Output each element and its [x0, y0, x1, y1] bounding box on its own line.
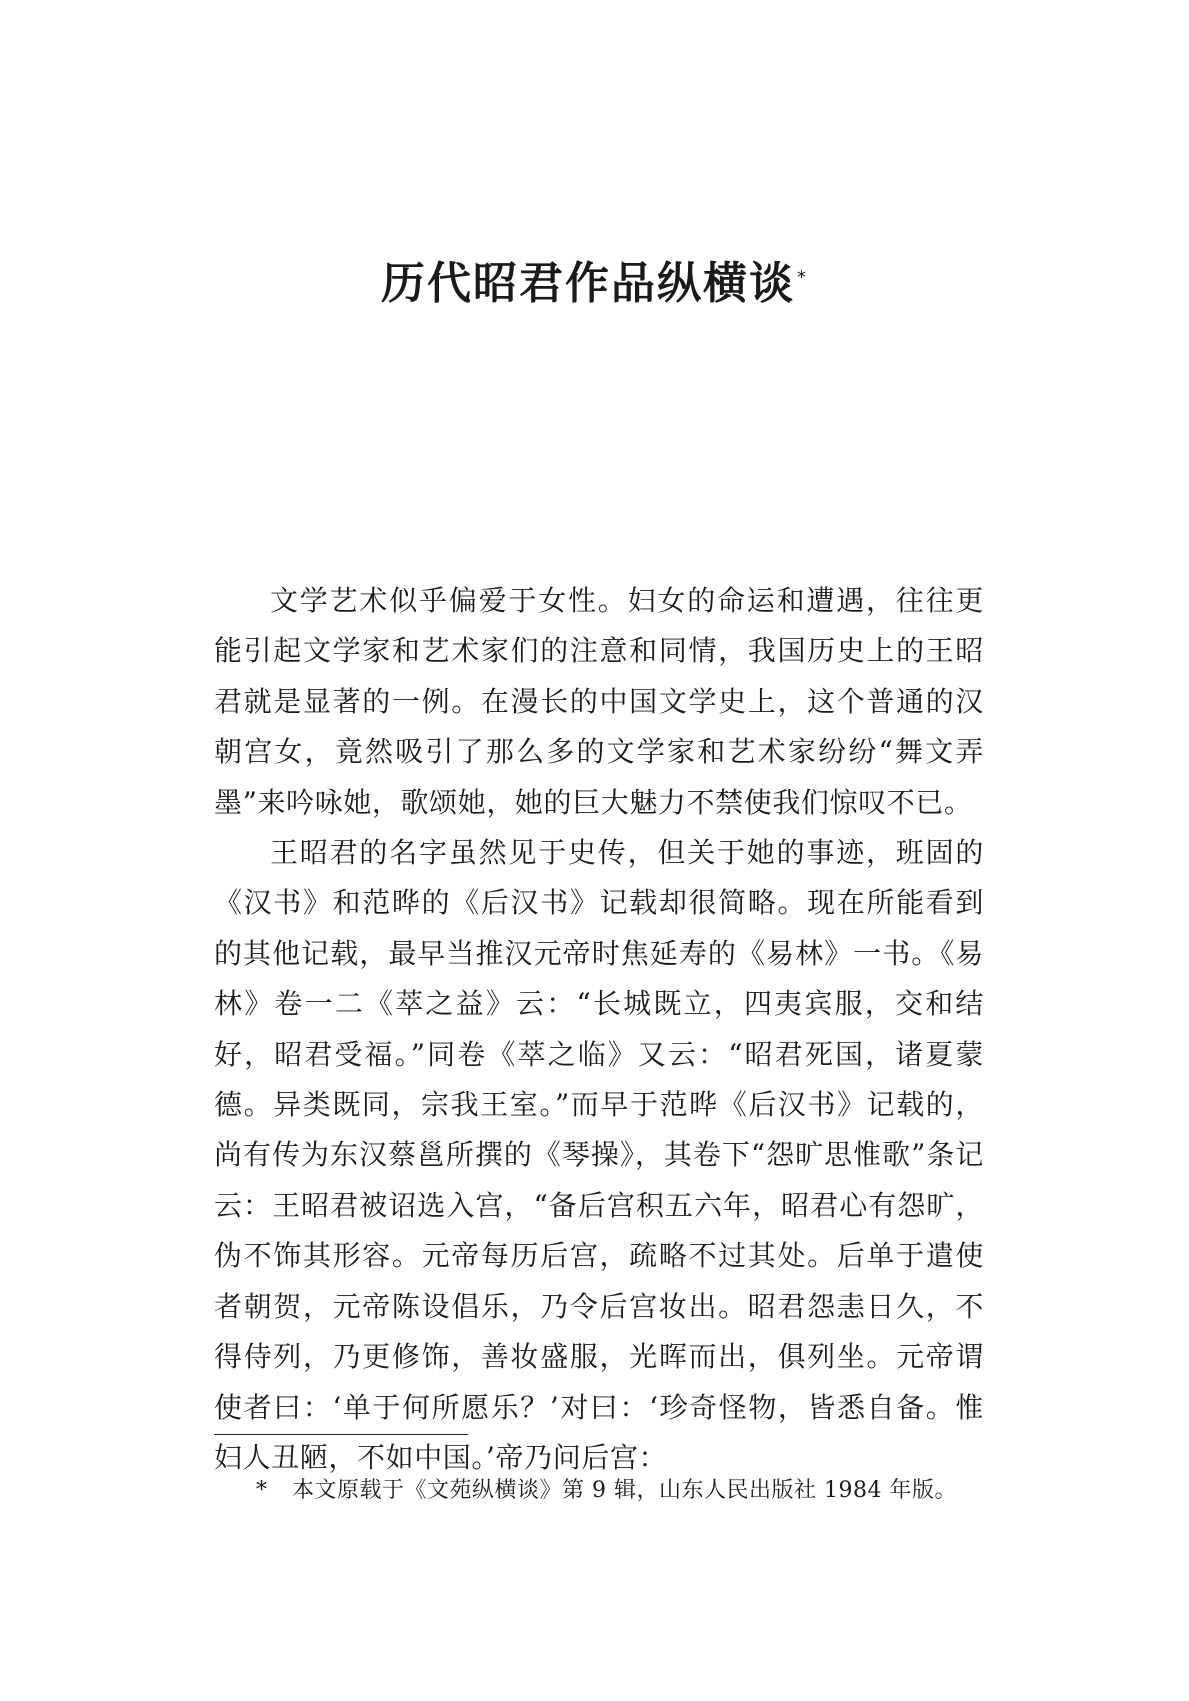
article-body — [214, 576, 984, 1483]
footnote-text: 本文原载于《文苑纵横谈》第 9 辑，山东人民出版社 1984 年版。 — [292, 1478, 957, 1503]
paragraph-2: 王昭君的名字虽然见于史传，但关于她的事迹，班固的《汉书》和范晔的《后汉书》记载却很简略。现在所能看到的其他记载，最早当推汉元帝时焦延寿的《易林》一书。《易林》卷一二《萃之益》云：“长城既立，四夷宾服，交和结好，昭君受福。”同卷《萃之临》又云：“昭君死国，诸夏蒙德。异类既同，宗我王室。”而早于范晔《后汉书》记载的，尚有传为东汉蔡邕所撰的《琴操》，其卷下“怨旷思惟歌”条记云：王昭君被诏选入宫，“备后宫积五六年，昭君心有怨旷，伪不饰其形容。元帝每历后宫，疏略不过其处。后单于遣使者朝贺，元帝陈设倡乐，乃令后宫妆出。昭君怨恚日久，不得侍列，乃更修饰，善妆盛服，光晖而出，俱列坐。元帝谓使者曰：‘单于何所愿乐？’对曰：‘珍奇怪物，皆悉自备。惟妇人丑陋，不如中国。’帝乃问后宫： — [214, 836, 984, 1474]
title-footnote-mark: * — [797, 267, 808, 288]
article-title — [0, 254, 1189, 314]
footnote-divider — [214, 1434, 468, 1435]
footnote-mark: * — [256, 1478, 268, 1503]
footnote — [256, 1474, 996, 1508]
article-title-text: 历代昭君作品纵横谈 — [381, 258, 795, 309]
paragraph-1: 文学艺术似乎偏爱于女性。妇女的命运和遭遇，往往更能引起文学家和艺术家们的注意和同情，我国历史上的王昭君就是显著的一例。在漫长的中国文学史上，这个普通的汉朝宫女，竟然吸引了那么多的文学家和艺术家纷纷“舞文弄墨”来吟咏她，歌颂她，她的巨大魅力不禁使我们惊叹不已。 — [214, 584, 984, 819]
